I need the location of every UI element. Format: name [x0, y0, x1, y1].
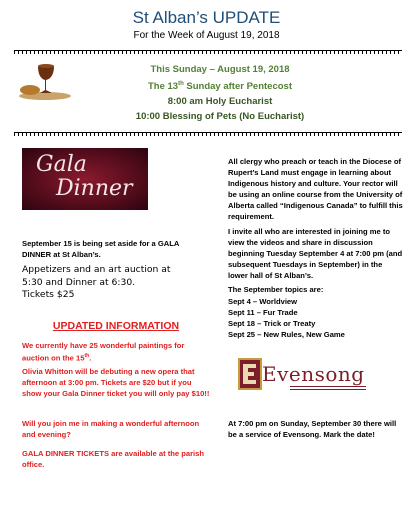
divider-middle — [14, 132, 402, 136]
music-staff — [290, 386, 366, 390]
newsletter-subtitle: For the Week of August 19, 2018 — [133, 30, 280, 41]
evensong-logo-text: Evensong — [262, 362, 365, 386]
gala-logo-line1: Gala — [36, 152, 87, 177]
newsletter-title: St Alban’s UPDATE — [132, 8, 281, 27]
gala-details: Appetizers and an art auction at 5:30 and Dinner at 6:30. Tickets $25 — [22, 264, 171, 300]
topic-item: Sept 18 – Trick or Treaty — [228, 319, 316, 328]
gala-paragraph-4: GALA DINNER TICKETS are available at the parish office. — [22, 449, 205, 469]
service-1: 8:00 am Holy Eucharist — [167, 96, 273, 108]
gala-paragraph-3: Will you join me in making a wonderful afternoon and evening? — [22, 419, 200, 439]
topics-heading: The September topics are: — [228, 285, 324, 294]
right-paragraph-2: I invite all who are interested in joining me to view the videos and share in discussion beginning Tuesday September 4 at 7:00 pm (and subsequent Tuesdays in September) in the lower hall of St Alban’s. — [228, 227, 403, 280]
gala-intro: September 15 is being set aside for a GALA DINNER at St Alban’s. — [22, 239, 180, 259]
updated-heading: UPDATED INFORMATION — [52, 320, 180, 332]
topic-item: Sept 4 – Worldview — [228, 297, 298, 306]
divider-top — [14, 50, 402, 54]
evensong-logo — [238, 358, 368, 392]
topics-list — [228, 296, 404, 340]
illuminated-letter-icon — [238, 358, 262, 390]
right-paragraph-1: All clergy who preach or teach in the Diocese of Rupert’s Land must engage in learning about Indigenous history and culture. Your rector will be using an online course from the University of Alberta called “Indigenous Canada” to fulfill this requirement. — [228, 157, 403, 221]
gala-paragraph-1: We currently have 25 wonderful paintings for auction on the 15th. — [22, 341, 185, 363]
evensong-paragraph: At 7:00 pm on Sunday, September 30 there will be a service of Evensong. Mark the date! — [228, 419, 397, 439]
topic-item: Sept 11 – Fur Trade — [228, 308, 298, 317]
topic-item: Sept 25 – New Rules, New Game — [228, 330, 345, 339]
gala-logo-line2: Dinner — [56, 176, 133, 201]
sunday-name: The 13th Sunday after Pentecost — [147, 81, 292, 93]
gala-dinner-logo — [22, 148, 148, 210]
sunday-schedule — [70, 62, 370, 124]
service-2: 10:00 Blessing of Pets (No Eucharist) — [135, 111, 305, 123]
sunday-date: This Sunday – August 19, 2018 — [150, 64, 290, 75]
gala-paragraph-2: Olivia Whitton will be debuting a new opera that afternoon at 3:00 pm. Tickets are $20 but if you show your Gala Dinner ticket you will only pay $10!! — [22, 367, 210, 398]
chalice-bread-icon — [18, 60, 72, 100]
